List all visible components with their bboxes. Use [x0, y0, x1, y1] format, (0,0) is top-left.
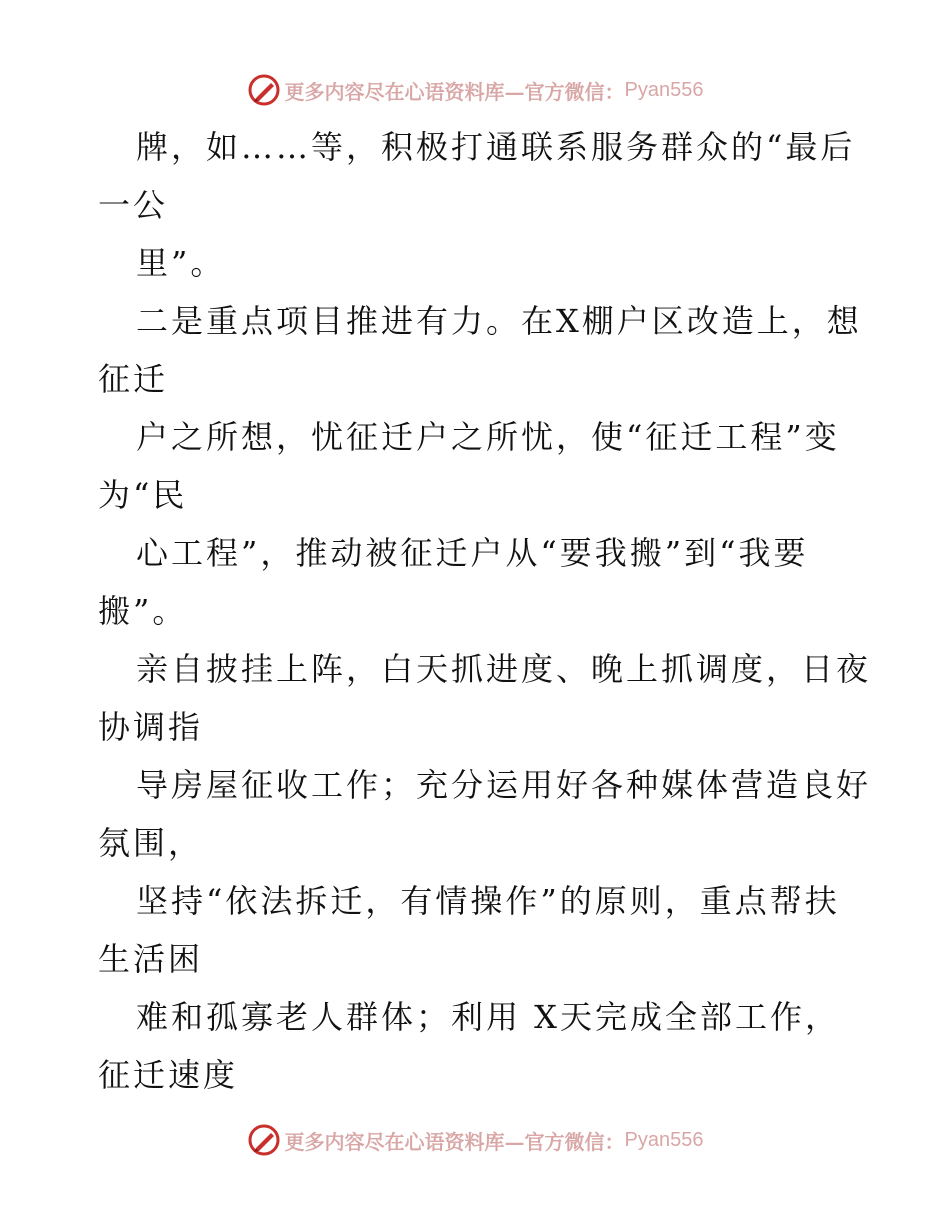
pen-logo-icon: [247, 73, 281, 107]
text-line: 牌，如……等，积极打通联系服务群众的“最后: [136, 128, 856, 166]
text-line: 导房屋征收工作；充分运用好各种媒体营造良好: [136, 766, 872, 804]
text-line: 生活困: [98, 940, 204, 978]
watermark-id: Pyan556: [624, 78, 704, 101]
text-line: 户之所想，忧征迁户之所忧，使“征迁工程”变: [136, 418, 840, 456]
text-line: 难和孤寡老人群体；利用 X天完成全部工作，: [136, 998, 840, 1036]
text-line: 里”。: [136, 244, 226, 282]
footer-watermark: [0, 1120, 950, 1160]
text-line: 氛围，: [98, 824, 204, 862]
text-line: 心工程”，推动被征迁户从“要我搬”到“我要: [136, 534, 809, 572]
text-line: 亲自披挂上阵，白天抓进度、晚上抓调度，日夜: [136, 650, 872, 688]
text-line: 协调指: [98, 708, 204, 746]
text-line: 二是重点项目推进有力。在X棚户区改造上，想: [136, 302, 862, 340]
text-line: 坚持“依法拆迁，有情操作”的原则，重点帮扶: [136, 882, 840, 920]
watermark-text: 更多内容尽在心语资料库—官方微信：: [284, 1129, 625, 1154]
text-line: 征迁: [98, 360, 169, 398]
header-watermark: [0, 70, 950, 110]
pen-logo-icon: [247, 1123, 281, 1157]
text-line: 为“民: [98, 476, 188, 514]
text-line: 搬”。: [98, 592, 188, 630]
text-line: 征迁速度: [98, 1056, 239, 1094]
watermark-text: 更多内容尽在心语资料库—官方微信：: [284, 79, 625, 104]
text-line: 一公: [98, 186, 169, 224]
watermark-id: Pyan556: [624, 1128, 704, 1151]
